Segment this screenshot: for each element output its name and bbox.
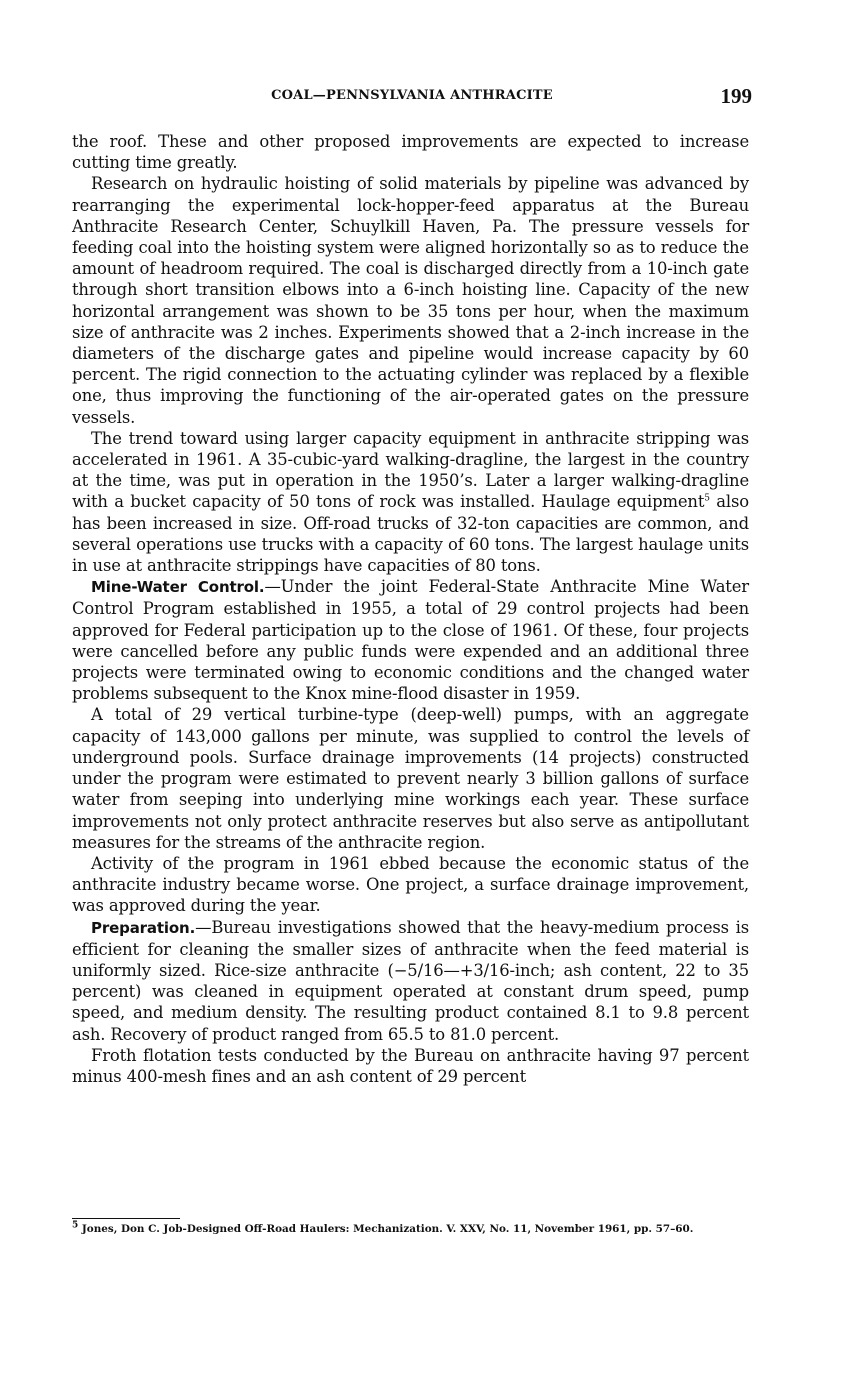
paragraph-continuation: the roof. These and other proposed improvements are expected to increase cutting time greatly. <box>72 132 749 173</box>
footnote-reference: 5 <box>704 493 710 504</box>
paragraph-froth-flotation: Froth flotation tests conducted by the Bureau on anthracite having 97 percent minus 400-mesh fines and an ash content of 29 percent <box>72 1045 749 1086</box>
section-heading: Preparation. <box>91 918 196 937</box>
paragraph-stripping-equipment <box>72 428 749 576</box>
footnote-rule <box>72 1218 180 1219</box>
paragraph-program-activity: Activity of the program in 1961 ebbed because the economic status of the anthracite industry became worse. One project, a surface drainage improvement, was approved during the year. <box>72 853 749 916</box>
footnote <box>72 1222 752 1236</box>
paragraph-pumps: A total of 29 vertical turbine-type (deep-well) pumps, with an aggregate capacity of 143,000 gallons per minute, was supplied to control the levels of underground pools. Surface drainage improvements (14 projects) constructed under the program were estimated to prevent nearly 3 billion gallons of surface water from seeping into underlying mine workings each year. These surface improvements not only protect anthracite reserves but also serve as antipollutant measures for the streams of the anthracite region. <box>72 705 749 852</box>
footnote-marker: 5 <box>72 1220 79 1231</box>
running-head <box>72 84 752 110</box>
paragraph-text: —Bureau investigations showed that the heavy-medium process is efficient for cleaning the smaller sizes of anthracite when the feed material is uniformly sized. Rice-size anthracite (−5/16—+3/16-inch; ash content, 22 to 35 percent) was cleaned in equipment operated at constant drum speed, pump speed, and medium density. The resulting product contained 8.1 to 9.8 percent ash. Recovery of product ranged from 65.5 to 81.0 percent. <box>72 917 749 1044</box>
body-text <box>72 131 749 1087</box>
paragraph-hydraulic-hoisting: Research on hydraulic hoisting of solid materials by pipeline was advanced by rearranging the experimental lock-hopper-feed apparatus at the Bureau Anthracite Research Center, Schuylkill Haven, Pa. The pressure vessels for feeding coal into the hoisting system were aligned horizontally so as to reduce the amount of headroom required. The coal is discharged directly from a 10-inch gate through short transition elbows into a 6-inch hoisting line. Capacity of the new horizontal arrangement was shown to be 35 tons per hour, when the maximum size of anthracite was 2 inches. Experiments showed that a 2-inch increase in the diameters of the discharge gates and pipeline would increase capacity by 60 percent. The rigid connection to the actuating cylinder was replaced by a flexible one, thus improving the functioning of the air-operated gates on the pressure vessels. <box>72 174 749 427</box>
paragraph-preparation <box>72 917 749 1045</box>
running-title: COAL—PENNSYLVANIA ANTHRACITE <box>271 88 553 103</box>
section-heading: Mine-Water Control. <box>91 578 265 597</box>
paragraph-mine-water-control <box>72 576 749 704</box>
paragraph-text: also has been increased in size. Off-road trucks of 32-ton capacities are common, and several operations use trucks with a capacity of 60 tons. The largest haulage units in use at anthracite strippings have capacities of 80 tons. <box>72 492 749 576</box>
page-number: 199 <box>720 84 752 108</box>
footnote-text: Jones, Don C. Job-Designed Off-Road Haulers: Mechanization. V. XXV, No. 11, November 1961, pp. 57–60. <box>81 1223 694 1235</box>
paragraph-text: —Under the joint Federal-State Anthracite Mine Water Control Program established in 1955, a total of 29 control projects had been approved for Federal participation up to the close of 1961. Of these, four projects were cancelled before any public funds were expended and an additional three projects were terminated owing to economic conditions and the changed water problems subsequent to the Knox mine-flood disaster in 1959. <box>72 577 749 704</box>
paragraph-text: The trend toward using larger capacity equipment in anthracite stripping was accelerated in 1961. A 35-cubic-yard walking-dragline, the largest in the country at the time, was put in operation in the 1950’s. Later a larger walking-dragline with a bucket capacity of 50 tons of rock was installed. Haulage equipment <box>72 428 749 512</box>
